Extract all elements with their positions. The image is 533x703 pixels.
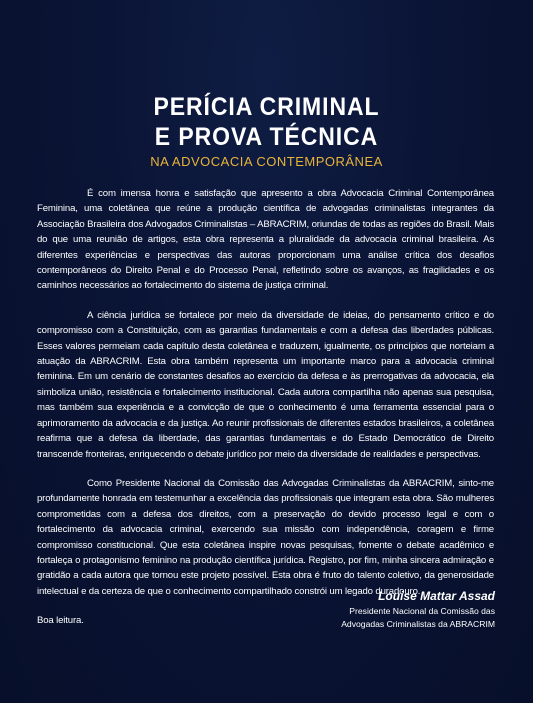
closing-line: Boa leitura. — [37, 615, 84, 627]
body-text — [37, 186, 494, 643]
signature-role — [295, 605, 495, 631]
signature-role-line-2: Advogadas Criminalistas da ABRACRIM — [341, 619, 495, 629]
title-line-2: E PROVA TÉCNICA — [154, 123, 379, 151]
paragraph-1: É com imensa honra e satisfação que apresento a obra Advocacia Criminal Contemporânea Feminina, uma coletânea que reúne a produção científica de advogadas criminalistas integrantes da Associação Brasileira dos Advogados Criminalistas – ABRACRIM, oriundas de todas as regiões do Brasil. Mais do que uma reunião de artigos, esta obra representa a pluralidade da advocacia criminal brasileira. As diferentes experiências e perspectivas das autoras proporcionam uma análise crítica dos desafios contemporâneos do Direito Penal e do Processo Penal, refletindo sobre os avanços, as fragilidades e os caminhos necessários ao fortalecimento do sistema de justiça criminal. — [37, 188, 494, 292]
signature-name: Louise Mattar Assad — [378, 589, 495, 603]
paragraph-3: Como Presidente Nacional da Comissão das Advogadas Criminalistas da ABRACRIM, sinto-me profundamente honrada em testemunhar a excelência das profissionais que integram esta obra. São mulheres comprometidas com a defesa dos direitos, com a preservação do devido processo legal e com o fortalecimento da advocacia criminal, exercendo sua missão com independência, coragem e firme compromisso constitucional. Que esta coletânea inspire novas pesquisas, fomente o debate acadêmico e fortaleça o protagonismo feminino na produção científica jurídica. Registro, por fim, minha sincera admiração e gratidão a cada autora que tornou este projeto possível. Esta obra é fruto do talento coletivo, da generosidade intelectual e da certeza de que o conhecimento compartilhado constrói um legado duradouro. — [37, 477, 494, 597]
title-line-1: PERÍCIA CRIMINAL — [153, 93, 380, 121]
subtitle: NA ADVOCACIA CONTEMPORÂNEA — [150, 154, 383, 169]
paragraph-2: A ciência jurídica se fortalece por meio da diversidade de ideias, do pensamento crítico e do compromisso com a Constituição, com as garantias fundamentais e com a defesa das liberdades públicas. Esses valores permeiam cada capítulo desta coletânea e traduzem, igualmente, os princípios que norteiam a atuação da ABRACRIM. Esta obra também representa um importante marco para a advocacia criminal feminina. Em um cenário de constantes desafios ao exercício da defesa e às prerrogativas da advocacia, ela simboliza união, resistência e fortalecimento institucional. Cada autora compartilha não apenas sua pesquisa, mas também sua experiência e a convicção de que o conhecimento é uma ferramenta essencial para o aprimoramento da advocacia e da justiça. Ao reunir profissionais de diferentes estados brasileiros, a coletânea reafirma que a defesa da liberdade, das garantias fundamentais e do Estado Democrático de Direito transcende fronteiras, enriquecendo o debate jurídico por meio da diversidade de realidades e perspectivas. — [37, 309, 494, 460]
signature-role-line-1: Presidente Nacional da Comissão das — [349, 606, 495, 616]
